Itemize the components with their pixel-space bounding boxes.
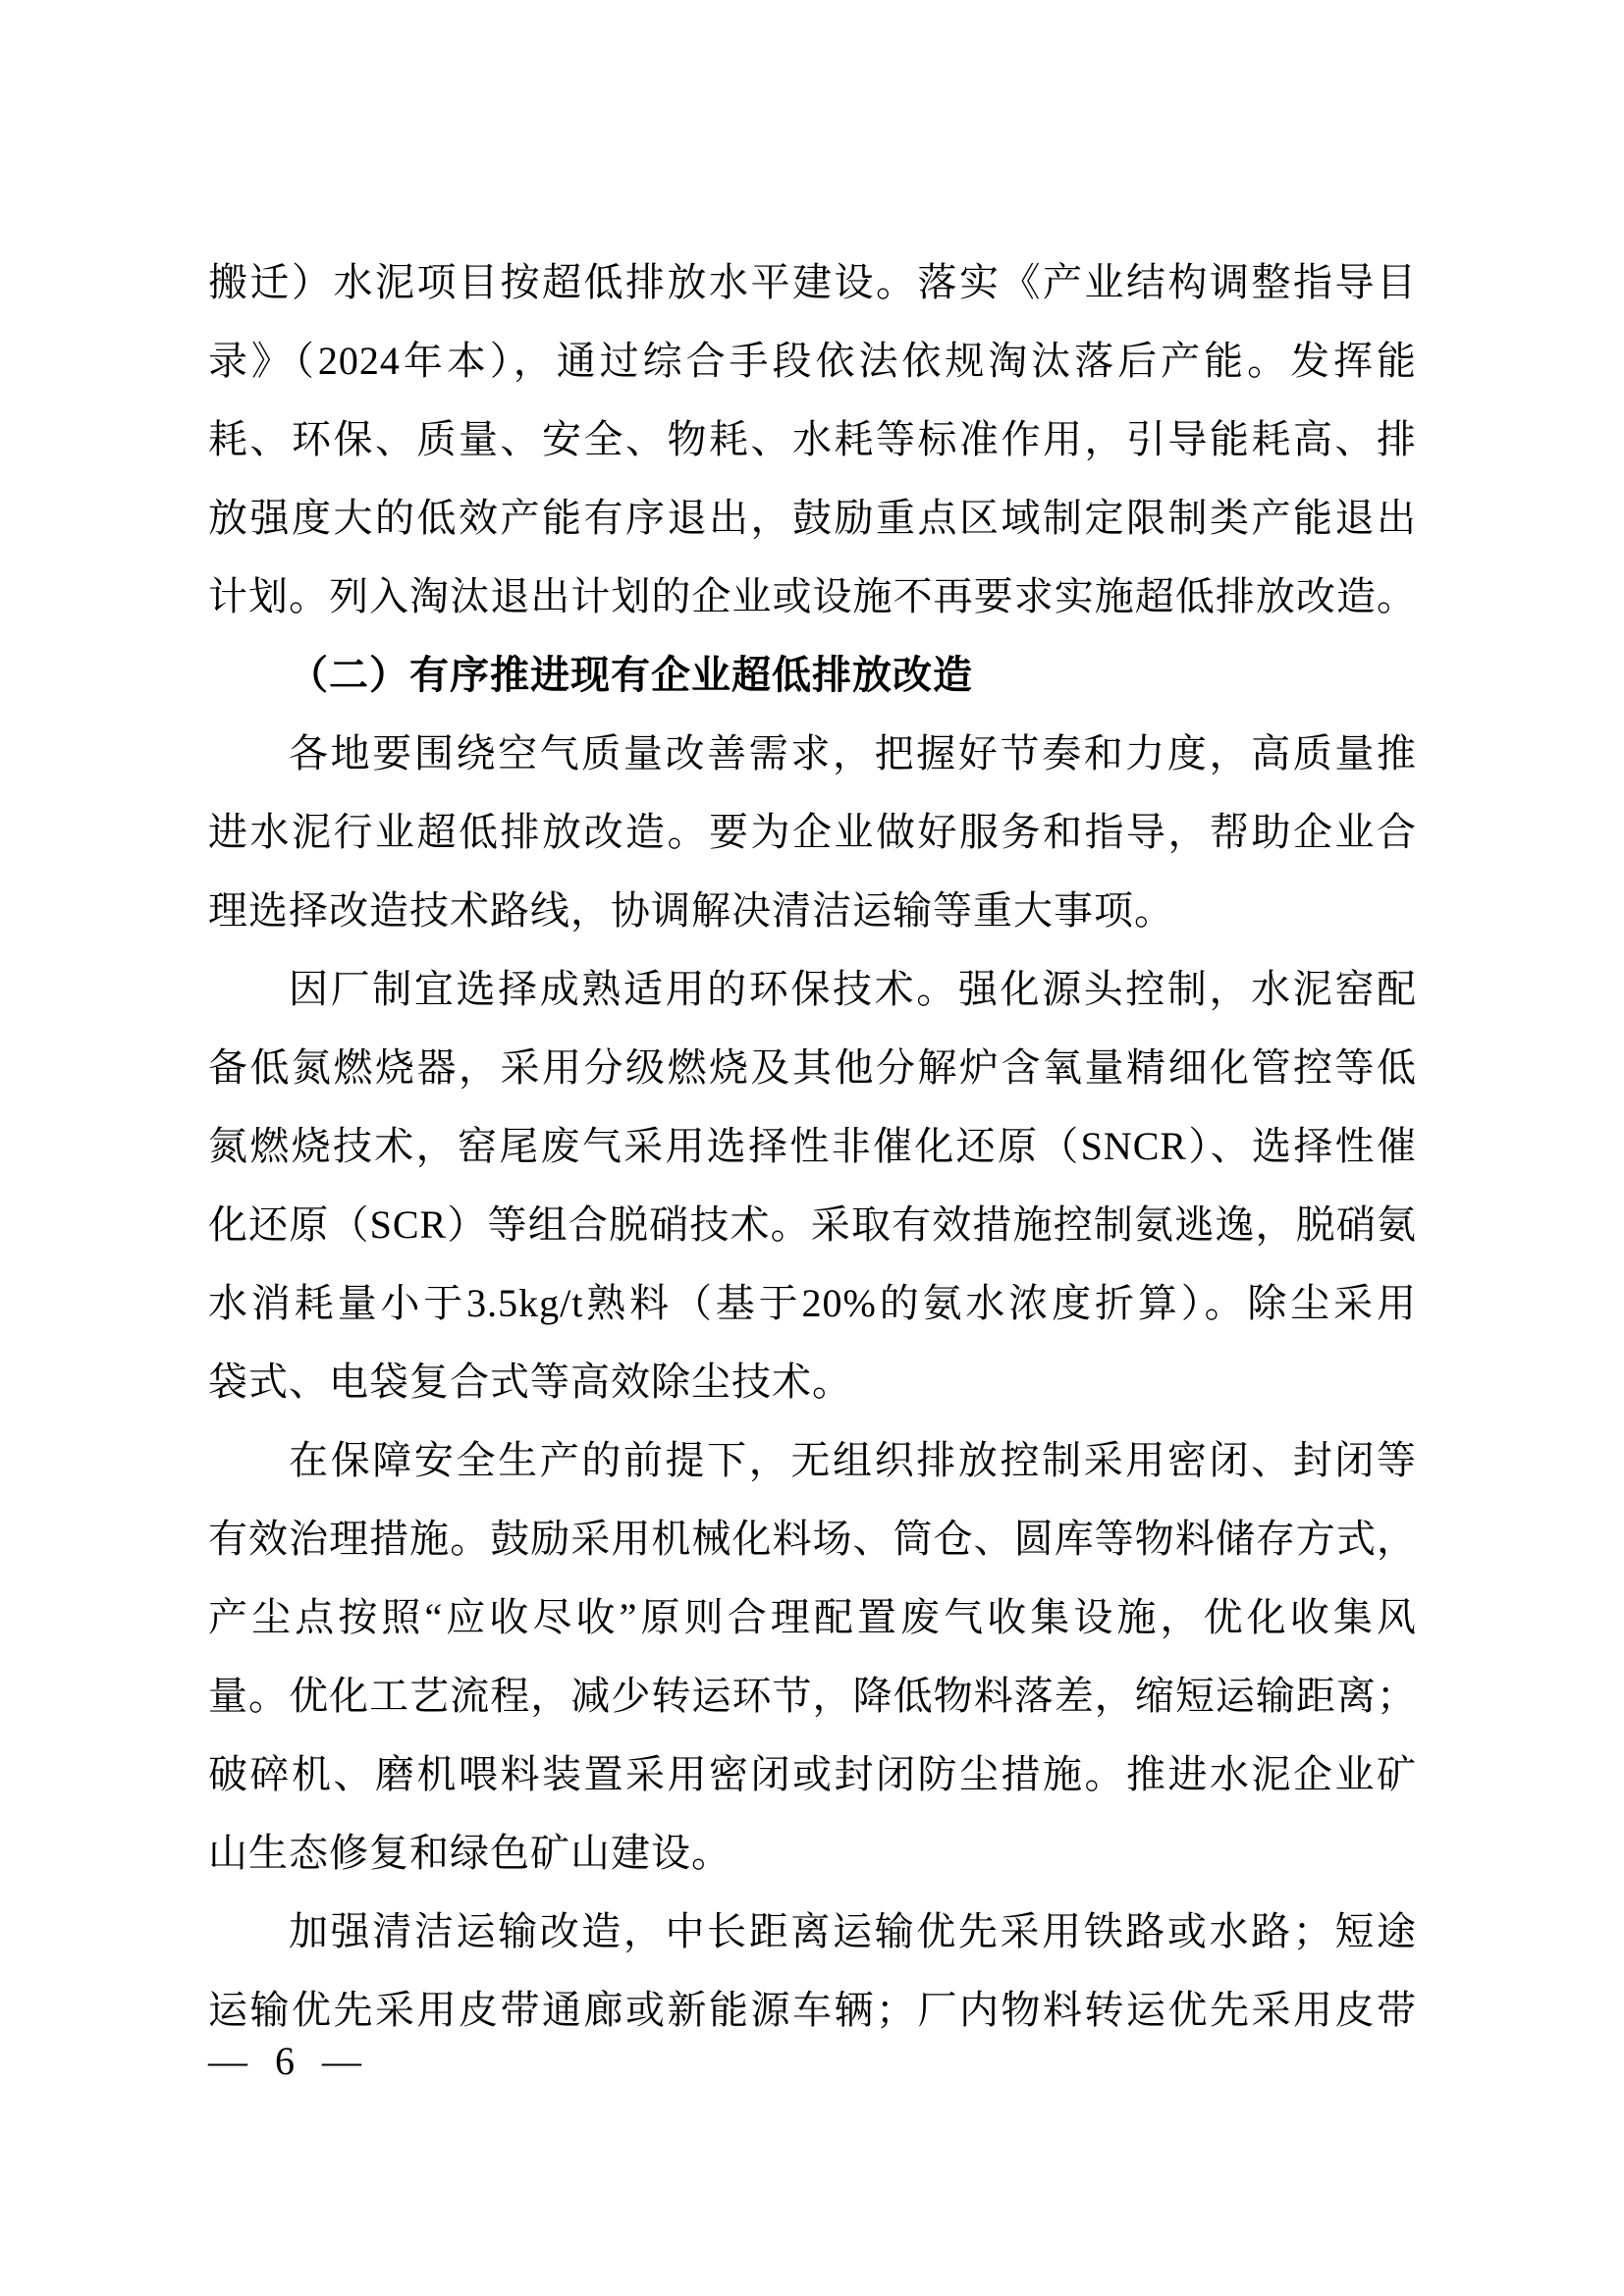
text-line: 各地要围绕空气质量改善需求，把握好节奏和力度，高质量推 [289, 731, 1417, 775]
text-line: 备低氮燃烧器，采用分级燃烧及其他分解炉含氧量精细化管控等低 [208, 1045, 1417, 1090]
text-line: 产尘点按照“应收尽收”原则合理配置废气收集设施，优化收集风 [208, 1595, 1417, 1639]
text-line: 袋式、电袋复合式等高效除尘技术。 [208, 1360, 852, 1404]
text-line: 进水泥行业超低排放改造。要为企业做好服务和指导，帮助企业合 [208, 810, 1417, 854]
text-line: 理选择改造技术路线，协调解决清洁运输等重大事项。 [208, 888, 1174, 933]
text-line: 氮燃烧技术，窑尾废气采用选择性非催化还原（SNCR）、选择性催 [208, 1124, 1417, 1168]
text-line: 计划。列入淘汰退出计划的企业或设施不再要求实施超低排放改造。 [208, 574, 1417, 618]
text-line: 在保障安全生产的前提下，无组织排放控制采用密闭、封闭等 [289, 1438, 1417, 1482]
text-line: 破碎机、磨机喂料装置采用密闭或封闭防尘措施。推进水泥企业矿 [208, 1752, 1417, 1796]
text-line: 山生态修复和绿色矿山建设。 [208, 1831, 731, 1875]
text-line: 加强清洁运输改造，中长距离运输优先采用铁路或水路；短途 [289, 1909, 1417, 1953]
text-line: 因厂制宜选择成熟适用的环保技术。强化源头控制，水泥窑配 [289, 967, 1417, 1011]
text-line: 化还原（SCR）等组合脱硝技术。采取有效措施控制氨逃逸，脱硝氨 [208, 1202, 1417, 1247]
text-line: 水消耗量小于3.5kg/t熟料（基于20%的氨水浓度折算）。除尘采用 [208, 1281, 1417, 1325]
section-heading: （二）有序推进现有企业超低排放改造 [289, 653, 973, 697]
text-line: 搬迁）水泥项目按超低排放水平建设。落实《产业结构调整指导目 [208, 260, 1417, 304]
text-line: 耗、环保、质量、安全、物耗、水耗等标准作用，引导能耗高、排 [208, 417, 1417, 461]
text-line: 运输优先采用皮带通廊或新能源车辆；厂内物料转运优先采用皮带 [208, 1988, 1417, 2032]
text-line: 有效治理措施。鼓励采用机械化料场、筒仓、圆库等物料储存方式， [208, 1517, 1417, 1561]
text-line: 量。优化工艺流程，减少转运环节，降低物料落差，缩短运输距离； [208, 1674, 1417, 1718]
text-line: 放强度大的低效产能有序退出，鼓励重点区域制定限制类产能退出 [208, 496, 1417, 540]
text-line: 录》（2024年本），通过综合手段依法依规淘汰落后产能。发挥能 [208, 339, 1417, 383]
page-number: — 6 — [208, 2039, 361, 2083]
document-body [208, 243, 1417, 2050]
